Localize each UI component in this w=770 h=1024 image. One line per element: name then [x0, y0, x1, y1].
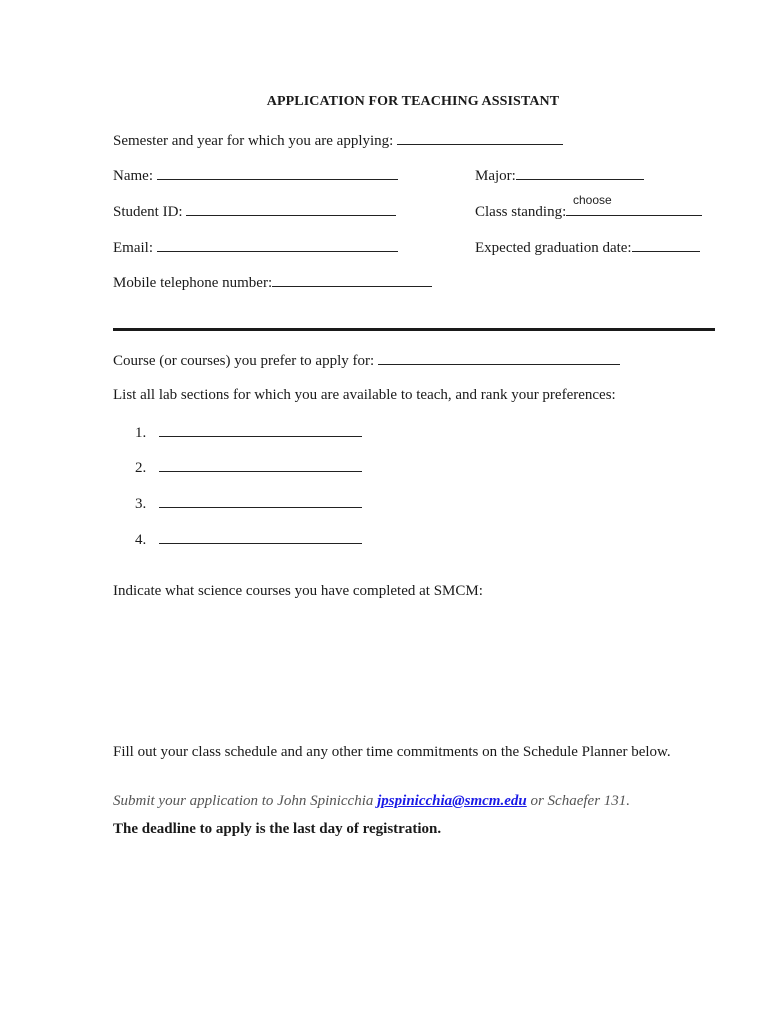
completed-courses-text: Indicate what science courses you have completed at SMCM: [113, 583, 483, 599]
course-prefer-label: Course (or courses) you prefer to apply for: [113, 353, 375, 369]
course-prefer-field[interactable] [378, 350, 620, 365]
rank-row-4 [135, 529, 362, 549]
submit-suffix: or Schaefer 131. [530, 793, 631, 809]
schedule-instruction: Fill out your class schedule and any other time commitments on the Schedule Planner below. [113, 744, 671, 760]
name-row [113, 165, 398, 185]
mobile-row [113, 272, 432, 292]
rank-field-1[interactable] [159, 422, 362, 437]
rank-field-4[interactable] [159, 529, 362, 544]
graduation-field[interactable] [632, 237, 700, 252]
submit-email-link[interactable]: jpspinicchia@smcm.edu [377, 793, 527, 809]
mobile-field[interactable] [272, 272, 432, 287]
email-row [113, 237, 398, 257]
rank-number: 2. [135, 460, 147, 476]
deadline-text: The deadline to apply is the last day of registration. [113, 821, 442, 837]
email-label: Email: [113, 240, 153, 256]
rank-row-3 [135, 493, 362, 513]
graduation-row [475, 237, 700, 257]
student-id-row [113, 201, 396, 221]
rank-number: 4. [135, 532, 147, 548]
email-field[interactable] [157, 237, 398, 252]
rank-row-1 [135, 422, 362, 442]
form-title: APPLICATION FOR TEACHING ASSISTANT [266, 94, 560, 109]
major-label: Major: [475, 168, 516, 184]
lab-sections-text: List all lab sections for which you are available to teach, and rank your preferences: [113, 387, 616, 403]
class-standing-label: Class standing: [475, 204, 567, 220]
class-standing-dropdown[interactable]: choose [573, 193, 612, 207]
rank-number: 1. [135, 425, 147, 441]
rank-field-2[interactable] [159, 457, 362, 472]
graduation-label: Expected graduation date: [475, 240, 632, 256]
semester-row [113, 130, 563, 150]
major-row [475, 165, 644, 185]
student-id-label: Student ID: [113, 204, 183, 220]
name-field[interactable] [157, 165, 398, 180]
student-id-field[interactable] [186, 201, 396, 216]
major-field[interactable] [516, 165, 644, 180]
mobile-label: Mobile telephone number: [113, 275, 273, 291]
name-label: Name: [113, 168, 153, 184]
course-prefer-row [113, 350, 620, 370]
rank-field-3[interactable] [159, 493, 362, 508]
submit-prefix: Submit your application to John Spinicchia [113, 793, 374, 809]
semester-field[interactable] [397, 130, 563, 145]
rank-row-2 [135, 457, 362, 477]
section-divider [113, 328, 715, 331]
submit-instruction [113, 792, 630, 810]
semester-label: Semester and year for which you are applying: [113, 133, 394, 149]
rank-number: 3. [135, 496, 147, 512]
